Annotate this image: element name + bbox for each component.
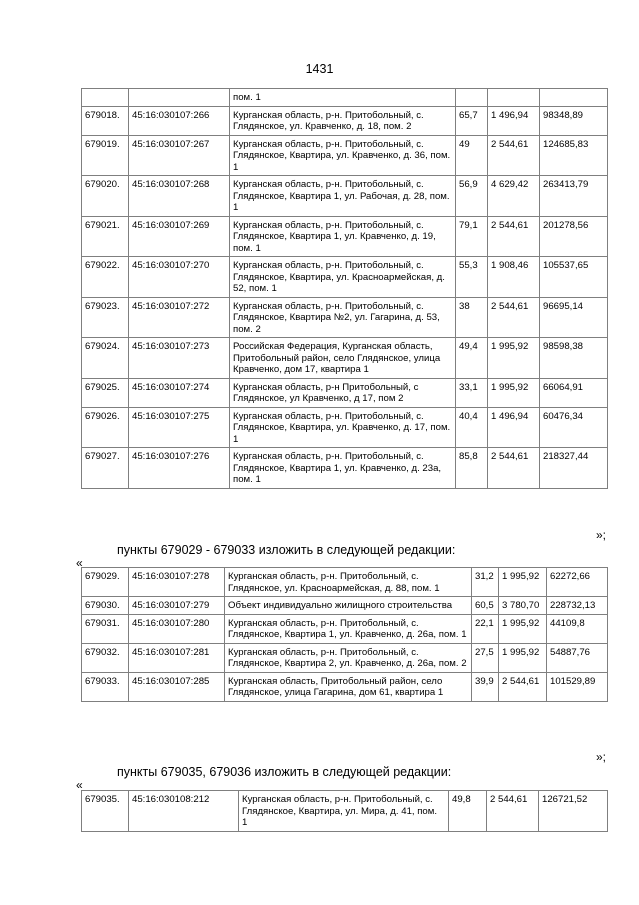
number-cell: 679018. xyxy=(82,106,129,135)
cadastral-number-cell: 45:16:030107:273 xyxy=(129,338,230,379)
rate-cell: 4 629,42 xyxy=(488,176,540,217)
table-row xyxy=(82,106,608,135)
rate-cell: 1 496,94 xyxy=(488,407,540,448)
value-cell: 101529,89 xyxy=(547,672,608,701)
table-row xyxy=(82,89,608,107)
area-cell: 60,5 xyxy=(472,597,499,615)
value-cell: 98348,89 xyxy=(540,106,608,135)
value-cell: 98598,38 xyxy=(540,338,608,379)
registry-table-2 xyxy=(81,567,608,702)
area-cell: 39,9 xyxy=(472,672,499,701)
rate-cell: 2 544,61 xyxy=(488,297,540,338)
table-row xyxy=(82,216,608,257)
cadastral-number-cell: 45:16:030107:276 xyxy=(129,448,230,489)
address-cell: Курганская область, р-н. Притобольный, с. Глядянское, Квартира 1, ул. Кравченко, д. 26а, пом. 1 xyxy=(225,614,472,643)
table-row xyxy=(82,614,608,643)
address-cell: Курганская область, р-н. Притобольный, с. Глядянское, Квартира №2, ул. Гагарина, д. 53, пом. 2 xyxy=(230,297,456,338)
cadastral-number-cell: 45:16:030107:274 xyxy=(129,378,230,407)
table-row xyxy=(82,448,608,489)
table-row xyxy=(82,407,608,448)
table-row xyxy=(82,791,608,832)
address-cell: Курганская область, р-н. Притобольный, с. Глядянское, Квартира, ул. Кравченко, д. 36, пом. 1 xyxy=(230,135,456,176)
registry-table-3 xyxy=(81,790,608,832)
rate-cell: 2 544,61 xyxy=(499,672,547,701)
cadastral-number-cell: 45:16:030107:279 xyxy=(129,597,225,615)
cadastral-number-cell: 45:16:030108:212 xyxy=(129,791,239,832)
area-cell: 56,9 xyxy=(456,176,488,217)
cadastral-number-cell: 45:16:030107:275 xyxy=(129,407,230,448)
area-cell: 40,4 xyxy=(456,407,488,448)
rate-cell: 1 995,92 xyxy=(499,568,547,597)
value-cell: 62272,66 xyxy=(547,568,608,597)
table-row xyxy=(82,378,608,407)
address-cell: Курганская область, р-н. Притобольный, с. Глядянское, Квартира, ул. Мира, д. 41, пом. 1 xyxy=(239,791,449,832)
number-cell: 679021. xyxy=(82,216,129,257)
table-row xyxy=(82,643,608,672)
value-cell: 105537,65 xyxy=(540,257,608,298)
address-cell: Курганская область, р-н. Притобольный, с. Глядянское, ул. Кравченко, д. 18, пом. 2 xyxy=(230,106,456,135)
address-cell: Курганская область, р-н Притобольный, с Глядянское, ул Кравченко, д 17, пом 2 xyxy=(230,378,456,407)
table-row xyxy=(82,135,608,176)
address-cell: Объект индивидуально жилищного строительства xyxy=(225,597,472,615)
area-cell: 49,8 xyxy=(449,791,487,832)
number-cell: 679030. xyxy=(82,597,129,615)
address-cell: Курганская область, р-н. Притобольный, с. Глядянское, Квартира 1, ул. Кравченко, д. 23а, пом. 1 xyxy=(230,448,456,489)
number-cell: 679025. xyxy=(82,378,129,407)
value-cell: 228732,13 xyxy=(547,597,608,615)
cadastral-number-cell: 45:16:030107:280 xyxy=(129,614,225,643)
area-cell: 85,8 xyxy=(456,448,488,489)
rate-cell: 1 995,92 xyxy=(488,338,540,379)
area-cell: 33,1 xyxy=(456,378,488,407)
value-cell: 60476,34 xyxy=(540,407,608,448)
address-cell: пом. 1 xyxy=(230,89,456,107)
number-cell: 679031. xyxy=(82,614,129,643)
value-cell: 54887,76 xyxy=(547,643,608,672)
number-cell: 679029. xyxy=(82,568,129,597)
cadastral-number-cell: 45:16:030107:285 xyxy=(129,672,225,701)
area-cell: 49 xyxy=(456,135,488,176)
rate-cell: 1 995,92 xyxy=(499,614,547,643)
address-cell: Курганская область, р-н. Притобольный, с. Глядянское, Квартира, ул. Красноармейская, д. 52, пом. 1 xyxy=(230,257,456,298)
table-row xyxy=(82,597,608,615)
rate-cell: 1 995,92 xyxy=(499,643,547,672)
cadastral-number-cell: 45:16:030107:268 xyxy=(129,176,230,217)
area-cell: 55,3 xyxy=(456,257,488,298)
table-row xyxy=(82,568,608,597)
rate-cell: 1 496,94 xyxy=(488,106,540,135)
area-cell: 22,1 xyxy=(472,614,499,643)
cadastral-number-cell: 45:16:030107:266 xyxy=(129,106,230,135)
area-cell: 49,4 xyxy=(456,338,488,379)
address-cell: Курганская область, р-н. Притобольный, с. Глядянское, ул. Красноармейская, д. 88, пом. 1 xyxy=(225,568,472,597)
table-row xyxy=(82,297,608,338)
value-cell: 218327,44 xyxy=(540,448,608,489)
table-2-end-mark: »; xyxy=(596,750,607,764)
rate-cell xyxy=(488,89,540,107)
number-cell: 679020. xyxy=(82,176,129,217)
rate-cell: 2 544,61 xyxy=(487,791,539,832)
section-3-intro: пункты 679035, 679036 изложить в следующей редакции: xyxy=(117,765,452,779)
number-cell: 679032. xyxy=(82,643,129,672)
address-cell: Курганская область, р-н. Притобольный, с. Глядянское, Квартира 1, ул. Кравченко, д. 19, пом. 1 xyxy=(230,216,456,257)
value-cell xyxy=(540,89,608,107)
address-cell: Российская Федерация, Курганская область, Притобольный район, село Глядянское, улица Кравченко, дом 17, квартира 1 xyxy=(230,338,456,379)
number-cell: 679026. xyxy=(82,407,129,448)
cadastral-number-cell xyxy=(129,89,230,107)
number-cell: 679033. xyxy=(82,672,129,701)
value-cell: 126721,52 xyxy=(539,791,608,832)
area-cell: 31,2 xyxy=(472,568,499,597)
rate-cell: 2 544,61 xyxy=(488,448,540,489)
cadastral-number-cell: 45:16:030107:267 xyxy=(129,135,230,176)
address-cell: Курганская область, р-н. Притобольный, с. Глядянское, Квартира, ул. Кравченко, д. 17, пом. 1 xyxy=(230,407,456,448)
rate-cell: 1 908,46 xyxy=(488,257,540,298)
number-cell: 679022. xyxy=(82,257,129,298)
table-1-end-mark: »; xyxy=(596,528,607,542)
number-cell: 679027. xyxy=(82,448,129,489)
registry-table-1 xyxy=(81,88,608,489)
table-row xyxy=(82,257,608,298)
cadastral-number-cell: 45:16:030107:270 xyxy=(129,257,230,298)
value-cell: 263413,79 xyxy=(540,176,608,217)
value-cell: 66064,91 xyxy=(540,378,608,407)
rate-cell: 1 995,92 xyxy=(488,378,540,407)
value-cell: 201278,56 xyxy=(540,216,608,257)
section-3-open-quote: « xyxy=(76,778,83,792)
number-cell: 679023. xyxy=(82,297,129,338)
page-number: 1431 xyxy=(305,62,334,76)
area-cell xyxy=(456,89,488,107)
area-cell: 79,1 xyxy=(456,216,488,257)
cadastral-number-cell: 45:16:030107:269 xyxy=(129,216,230,257)
value-cell: 44109,8 xyxy=(547,614,608,643)
cadastral-number-cell: 45:16:030107:278 xyxy=(129,568,225,597)
number-cell: 679035. xyxy=(82,791,129,832)
area-cell: 65,7 xyxy=(456,106,488,135)
cadastral-number-cell: 45:16:030107:281 xyxy=(129,643,225,672)
area-cell: 38 xyxy=(456,297,488,338)
address-cell: Курганская область, Притобольный район, село Глядянское, улица Гагарина, дом 61, квартира 1 xyxy=(225,672,472,701)
value-cell: 96695,14 xyxy=(540,297,608,338)
table-row xyxy=(82,176,608,217)
value-cell: 124685,83 xyxy=(540,135,608,176)
section-2-intro: пункты 679029 - 679033 изложить в следующей редакции: xyxy=(117,543,456,557)
rate-cell: 2 544,61 xyxy=(488,216,540,257)
number-cell xyxy=(82,89,129,107)
area-cell: 27,5 xyxy=(472,643,499,672)
address-cell: Курганская область, р-н. Притобольный, с. Глядянское, Квартира 1, ул. Рабочая, д. 28, пом. 1 xyxy=(230,176,456,217)
number-cell: 679019. xyxy=(82,135,129,176)
number-cell: 679024. xyxy=(82,338,129,379)
rate-cell: 3 780,70 xyxy=(499,597,547,615)
cadastral-number-cell: 45:16:030107:272 xyxy=(129,297,230,338)
address-cell: Курганская область, р-н. Притобольный, с. Глядянское, Квартира 2, ул. Кравченко, д. 26а, пом. 2 xyxy=(225,643,472,672)
table-row xyxy=(82,338,608,379)
table-row xyxy=(82,672,608,701)
section-2-open-quote: « xyxy=(76,556,83,570)
rate-cell: 2 544,61 xyxy=(488,135,540,176)
